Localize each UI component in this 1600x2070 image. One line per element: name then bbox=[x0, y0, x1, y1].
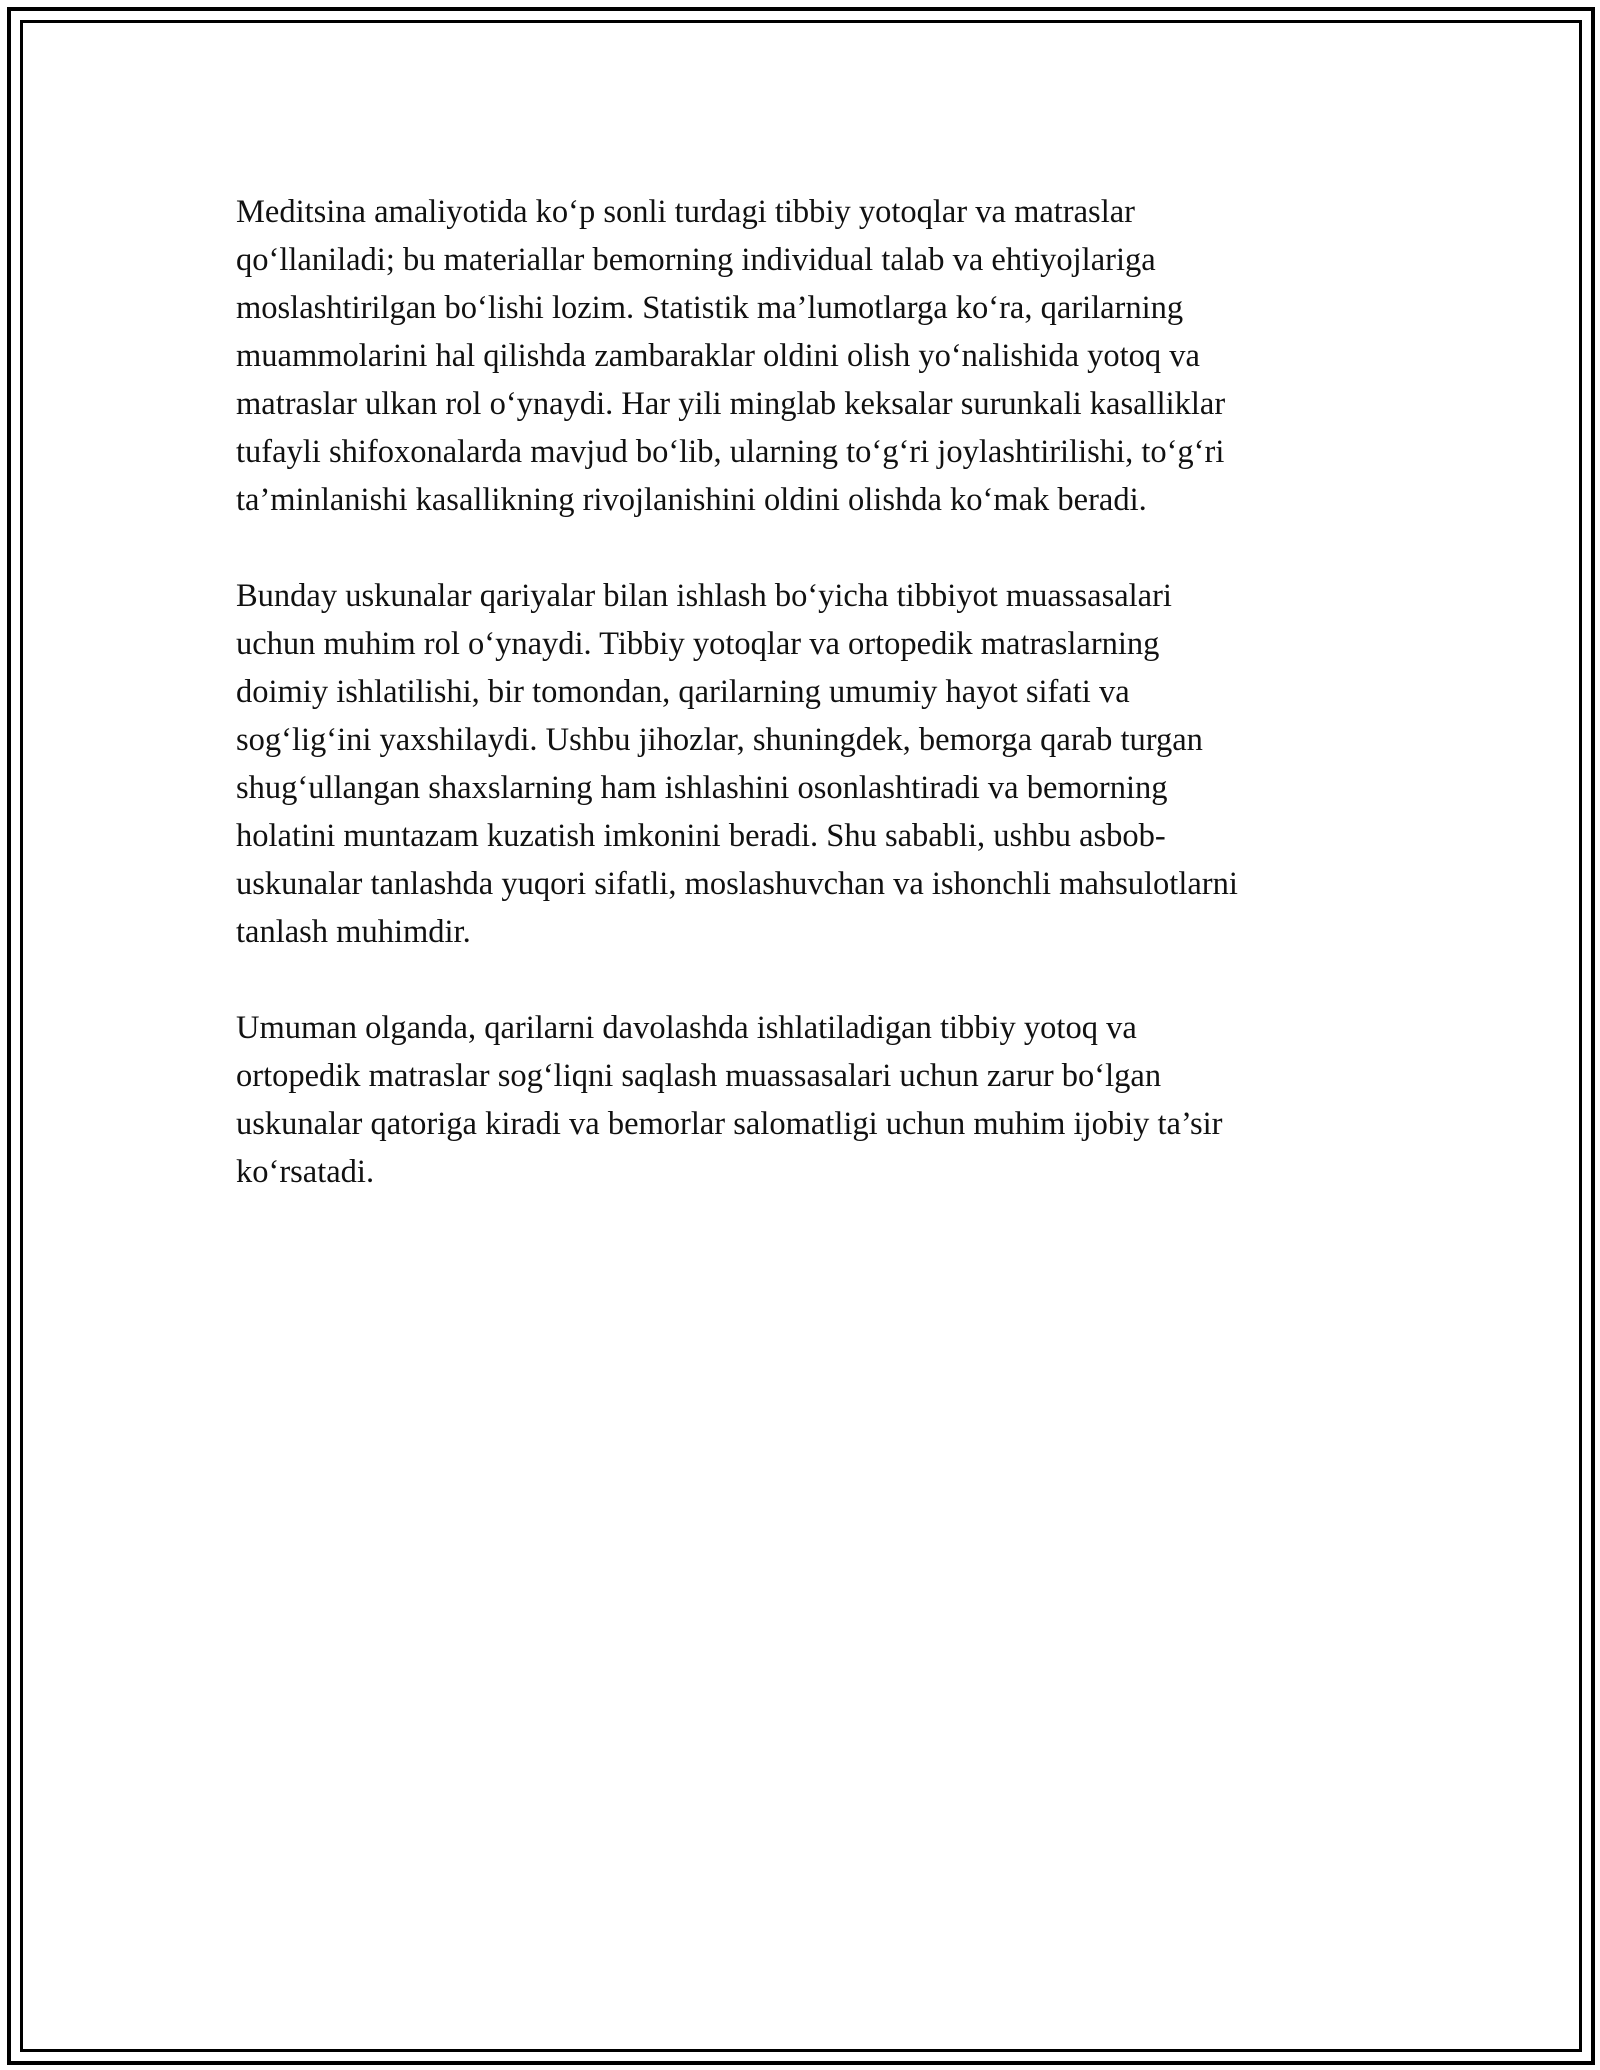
paragraph-line: Umuman olganda, qarilarni davolashda ishlatiladigan tibbiy yotoq va bbox=[236, 1010, 1137, 1046]
paragraph-line: uchun muhim rol o‘ynaydi. Tibbiy yotoqlar va ortopedik matraslarning bbox=[236, 626, 1160, 662]
paragraph-line: tanlash muhimdir. bbox=[236, 914, 471, 950]
paragraph-line: ta’minlanishi kasallikning rivojlanishini oldini olishda ko‘mak beradi. bbox=[236, 482, 1147, 518]
paragraph-line: doimiy ishlatilishi, bir tomondan, qarilarning umumiy hayot sifati va bbox=[236, 674, 1130, 710]
paragraph-line: muammolarini hal qilishda zambaraklar oldini olish yo‘nalishida yotoq va bbox=[236, 338, 1200, 374]
paragraph-3 bbox=[236, 1004, 1386, 1196]
paragraph-line: Meditsina amaliyotida ko‘p sonli turdagi tibbiy yotoqlar va matraslar bbox=[236, 194, 1135, 230]
paragraph-line: ortopedik matraslar sog‘liqni saqlash muassasalari uchun zarur bo‘lgan bbox=[236, 1058, 1162, 1094]
paragraph-line: matraslar ulkan rol o‘ynaydi. Har yili minglab keksalar surunkali kasalliklar bbox=[236, 386, 1226, 422]
paragraph-1 bbox=[236, 188, 1386, 524]
paragraph-line: ko‘rsatadi. bbox=[236, 1154, 375, 1190]
document-body bbox=[236, 188, 1386, 1244]
paragraph-line: qo‘llaniladi; bu materiallar bemorning individual talab va ehtiyojlariga bbox=[236, 242, 1156, 278]
paragraph-line: tufayli shifoxonalarda mavjud bo‘lib, ularning to‘g‘ri joylashtirilishi, to‘g‘ri bbox=[236, 434, 1225, 470]
paragraph-line: uskunalar tanlashda yuqori sifatli, moslashuvchan va ishonchli mahsulotlarni bbox=[236, 866, 1238, 902]
paragraph-line: holatini muntazam kuzatish imkonini beradi. Shu sababli, ushbu asbob- bbox=[236, 818, 1166, 854]
paragraph-line: sog‘lig‘ini yaxshilaydi. Ushbu jihozlar, shuningdek, bemorga qarab turgan bbox=[236, 722, 1203, 758]
paragraph-line: uskunalar qatoriga kiradi va bemorlar salomatligi uchun muhim ijobiy ta’sir bbox=[236, 1106, 1223, 1142]
paragraph-line: shug‘ullangan shaxslarning ham ishlashini osonlashtiradi va bemorning bbox=[236, 770, 1168, 806]
paragraph-line: moslashtirilgan bo‘lishi lozim. Statistik ma’lumotlarga ko‘ra, qarilarning bbox=[236, 290, 1184, 326]
paragraph-line: Bunday uskunalar qariyalar bilan ishlash bo‘yicha tibbiyot muassasalari bbox=[236, 578, 1172, 614]
paragraph-2 bbox=[236, 572, 1386, 956]
